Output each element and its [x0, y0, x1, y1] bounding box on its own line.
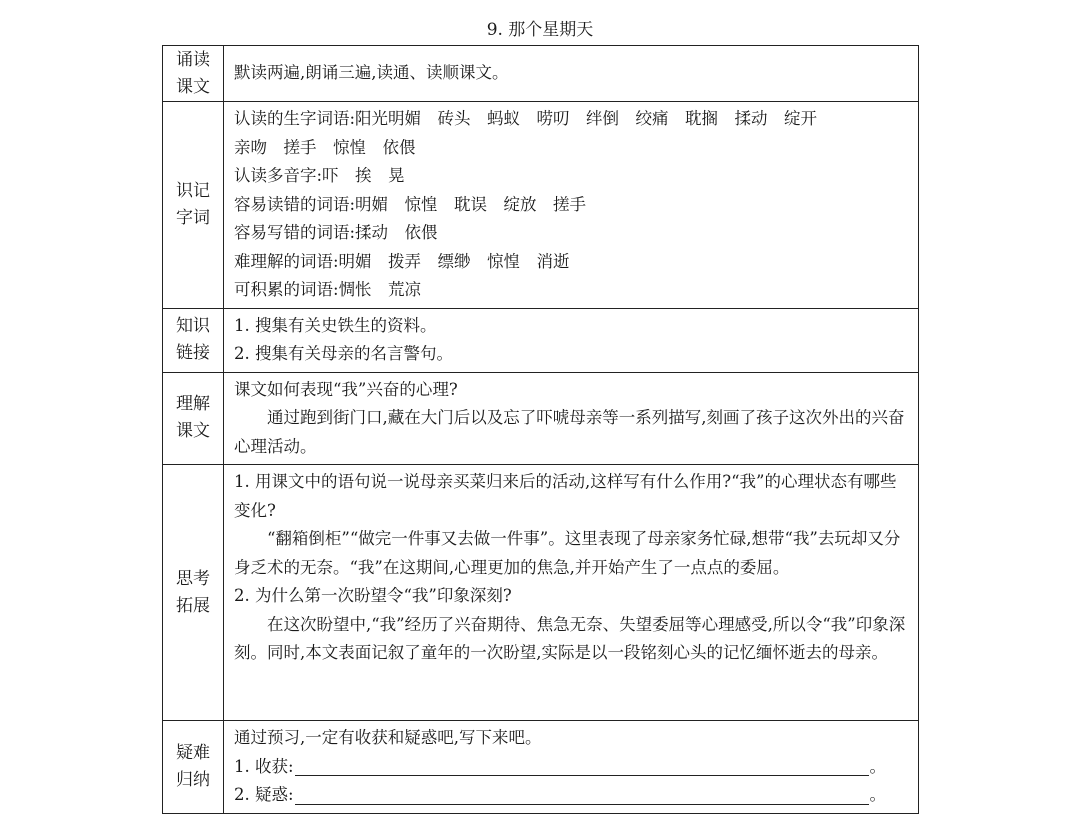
row-content-understand: [224, 372, 919, 465]
table-row-recite: [163, 46, 919, 102]
table-row-words: [163, 102, 919, 309]
summary-intro: 通过预习,一定有收获和疑惑吧,写下来吧。: [234, 728, 542, 747]
knowledge-item: 2. 搜集有关母亲的名言警句。: [234, 344, 453, 363]
understand-answer: 通过跑到街门口,藏在大门后以及忘了吓唬母亲等一系列描写,刻画了孩子这次外出的兴奋心理活动。: [234, 408, 905, 456]
row-content-knowledge: [224, 308, 919, 372]
words-line: 可积累的词语:惆怅 荒凉: [234, 280, 422, 299]
table-row-understand: [163, 372, 919, 465]
study-table: [162, 45, 919, 814]
knowledge-item: 1. 搜集有关史铁生的资料。: [234, 315, 437, 335]
words-line: 难理解的词语:明媚 拨弄 缥缈 惊惶 消逝: [234, 251, 570, 271]
row-label-summary: 疑难 归纳: [163, 721, 224, 814]
row-label-knowledge: 知识 链接: [163, 308, 224, 372]
row-label-think: 思考 拓展: [163, 465, 224, 721]
row-content-think: [224, 465, 919, 721]
doubt-label: 2. 疑惑:: [234, 785, 294, 804]
understand-question: 课文如何表现“我”兴奋的心理?: [234, 379, 458, 399]
doubt-line: [234, 781, 910, 810]
doubt-answer-blank[interactable]: [295, 784, 869, 805]
page-title: 9. 那个星期天: [486, 20, 594, 40]
row-label-recite: 诵读 课文: [163, 46, 224, 102]
table-row-think: [163, 465, 919, 721]
gain-line: [234, 753, 910, 782]
row-content-recite: [224, 46, 919, 102]
words-line: 容易写错的词语:揉动 依偎: [234, 223, 438, 242]
words-line: 认读多音字:吓 挨 晃: [234, 166, 405, 185]
think-answer-1: “翻箱倒柜”“做完一件事又去做一件事”。这里表现了母亲家务忙碌,想带“我”去玩却又分身乏术的无奈。“我”在这期间,心理更加的焦急,并开始产生了一点点的委屈。: [234, 529, 901, 577]
think-answer-2: 在这次盼望中,“我”经历了兴奋期待、焦急无奈、失望委屈等心理感受,所以令“我”印象深刻。同时,本文表面记叙了童年的一次盼望,实际是以一段铭刻心头的记忆缅怀逝去的母亲。: [234, 614, 906, 662]
row-label-words: 识记 字词: [163, 102, 224, 309]
think-question-2: 2. 为什么第一次盼望令“我”印象深刻?: [234, 586, 512, 605]
words-line: 容易读错的词语:明媚 惊惶 耽误 绽放 搓手: [234, 194, 587, 214]
gain-label: 1. 收获:: [234, 756, 294, 776]
think-question-1: 1. 用课文中的语句说一说母亲买菜归来后的活动,这样写有什么作用?“我”的心理状态有哪些变化?: [234, 472, 897, 520]
table-row-knowledge: [163, 308, 919, 372]
table-row-summary: [163, 721, 919, 814]
recite-text: 默读两遍,朗诵三遍,读通、读顺课文。: [234, 63, 509, 83]
gain-answer-blank[interactable]: [295, 755, 869, 776]
doubt-end-mark: 。: [869, 785, 887, 804]
row-content-summary: [224, 721, 919, 814]
row-content-words: [224, 102, 919, 309]
gain-end-mark: 。: [869, 756, 887, 776]
words-line: 认读的生字词语:阳光明媚 砖头 蚂蚁 唠叨 绊倒 绞痛 耽搁 揉动 绽开: [234, 109, 818, 128]
row-label-understand: 理解 课文: [163, 372, 224, 465]
words-line: 亲吻 搓手 惊惶 依偎: [234, 137, 416, 157]
